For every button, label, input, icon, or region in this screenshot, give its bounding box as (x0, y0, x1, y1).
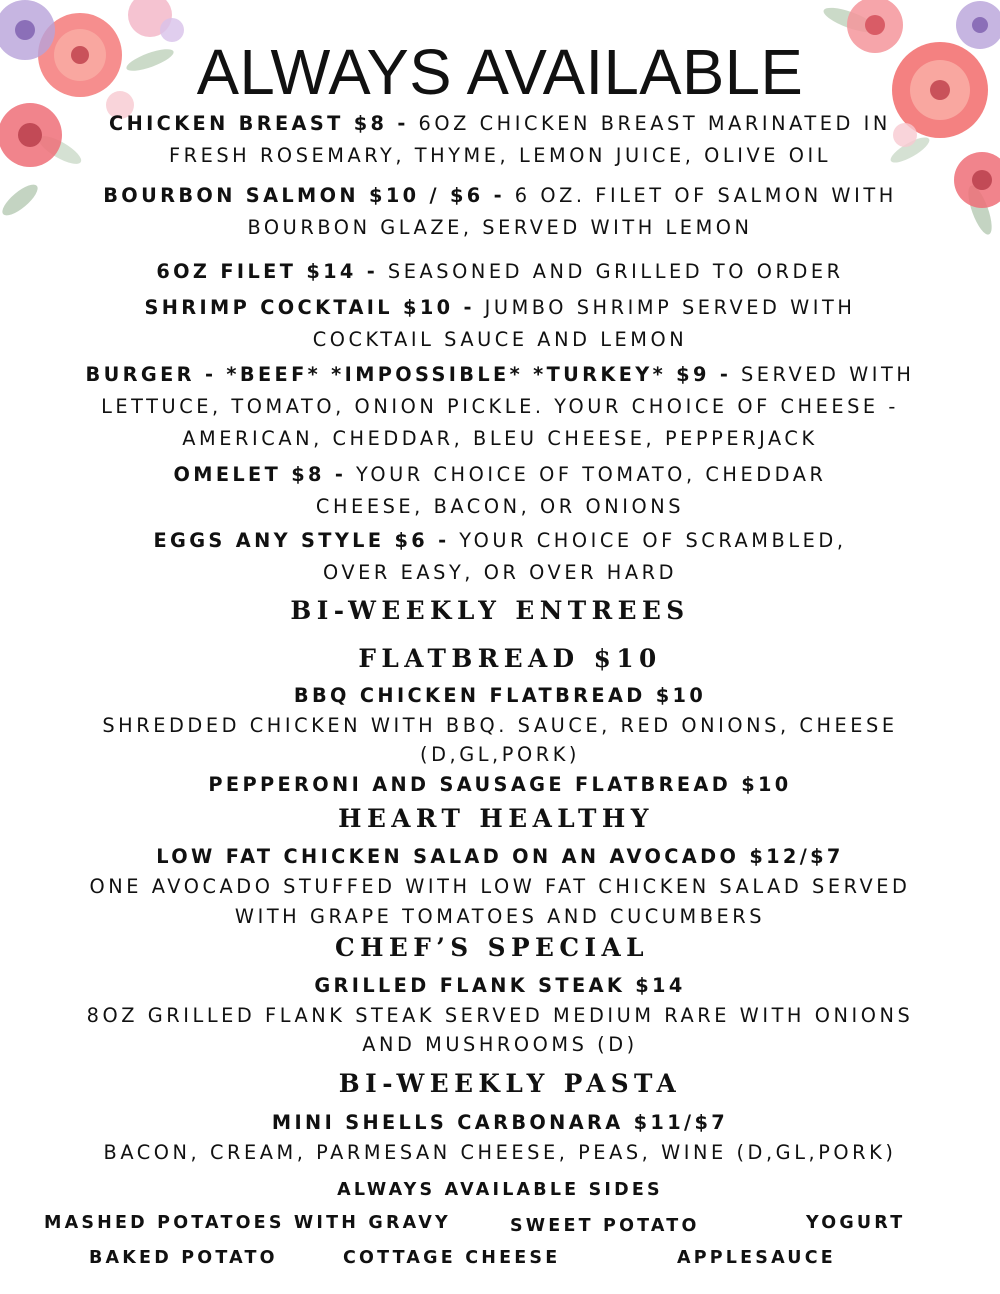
menu-item-eggs (5, 531, 995, 551)
side-mashed-potatoes: MASHED POTATOES WITH GRAVY (44, 1213, 451, 1233)
item-description: 6OZ CHICKEN BREAST MARINATED IN (418, 112, 891, 135)
item-description-line: SHREDDED CHICKEN WITH BBQ. SAUCE, RED ONIONS, CHEESE (102, 714, 898, 737)
item-name: SHRIMP COCKTAIL $10 - (144, 296, 475, 319)
side-applesauce: APPLESAUCE (677, 1248, 836, 1268)
side-yogurt: YOGURT (806, 1213, 906, 1233)
item-description: 6 OZ. FILET OF SALMON WITH (514, 184, 897, 207)
item-description: YOUR CHOICE OF SCRAMBLED, (459, 529, 847, 552)
item-description-line: AND MUSHROOMS (D) (362, 1033, 638, 1056)
page-title: ALWAYS AVAILABLE (196, 36, 804, 108)
side-baked-potato: BAKED POTATO (89, 1248, 278, 1268)
item-description-line: ONE AVOCADO STUFFED WITH LOW FAT CHICKEN SALAD SERVED (89, 875, 911, 898)
section-heading-heart-healthy: HEART HEALTHY (338, 804, 654, 833)
menu-item-bbq-flatbread: BBQ CHICKEN FLATBREAD $10 (293, 684, 707, 707)
menu-item-burger (5, 365, 995, 385)
item-name: CHICKEN BREAST $8 - (109, 112, 409, 135)
item-description-line: OVER EASY, OR OVER HARD (322, 561, 678, 584)
sides-heading: ALWAYS AVAILABLE SIDES (337, 1180, 663, 1200)
item-description: SERVED WITH (740, 363, 915, 386)
menu-item-pepperoni-flatbread: PEPPERONI AND SAUSAGE FLATBREAD $10 (208, 773, 792, 796)
menu-item-shrimp-cocktail (5, 298, 995, 318)
item-description-line: WITH GRAPE TOMATOES AND CUCUMBERS (234, 905, 766, 928)
section-heading-biweekly-pasta: BI-WEEKLY PASTA (338, 1069, 682, 1098)
item-name: 6OZ FILET $14 - (156, 260, 379, 283)
section-heading-biweekly-entrees: BI-WEEKLY ENTREES (290, 596, 690, 625)
item-description-line: COCKTAIL SAUCE AND LEMON (312, 328, 688, 351)
menu-item-chicken-breast (5, 114, 995, 134)
item-name: BOURBON SALMON $10 / $6 - (103, 184, 506, 207)
item-description-line: LETTUCE, TOMATO, ONION PICKLE. YOUR CHOICE OF CHEESE - (101, 395, 899, 418)
menu-item-filet (5, 262, 995, 282)
item-description-line: CHEESE, BACON, OR ONIONS (315, 495, 685, 518)
section-heading-chefs-special: CHEF’S SPECIAL (334, 933, 650, 962)
menu-item-carbonara: MINI SHELLS CARBONARA $11/$7 (271, 1111, 729, 1134)
menu-item-chicken-salad: LOW FAT CHICKEN SALAD ON AN AVOCADO $12/$7 (156, 845, 844, 868)
item-name: OMELET $8 - (173, 463, 347, 486)
item-description-line: 8OZ GRILLED FLANK STEAK SERVED MEDIUM RARE WITH ONIONS (86, 1004, 914, 1027)
section-heading-flatbread: FLATBREAD $10 (358, 644, 662, 673)
item-description-line: FRESH ROSEMARY, THYME, LEMON JUICE, OLIVE OIL (168, 144, 832, 167)
item-description-line: BOURBON GLAZE, SERVED WITH LEMON (247, 216, 753, 239)
menu-item-bourbon-salmon (5, 186, 995, 206)
menu-item-flank-steak: GRILLED FLANK STEAK $14 (314, 974, 686, 997)
side-sweet-potato: SWEET POTATO (510, 1216, 700, 1236)
item-description-line: AMERICAN, CHEDDAR, BLEU CHEESE, PEPPERJACK (182, 427, 818, 450)
item-description-line: (D,GL,PORK) (419, 743, 581, 766)
menu-item-omelet (5, 465, 995, 485)
item-name: EGGS ANY STYLE $6 - (153, 529, 450, 552)
item-description: SEASONED AND GRILLED TO ORDER (387, 260, 844, 283)
item-description: YOUR CHOICE OF TOMATO, CHEDDAR (356, 463, 827, 486)
item-description-line: BACON, CREAM, PARMESAN CHEESE, PEAS, WINE (D,GL,PORK) (103, 1141, 897, 1164)
item-name: BURGER - *BEEF* *IMPOSSIBLE* *TURKEY* $9 - (85, 363, 732, 386)
side-cottage-cheese: COTTAGE CHEESE (343, 1248, 561, 1268)
item-description: JUMBO SHRIMP SERVED WITH (484, 296, 856, 319)
